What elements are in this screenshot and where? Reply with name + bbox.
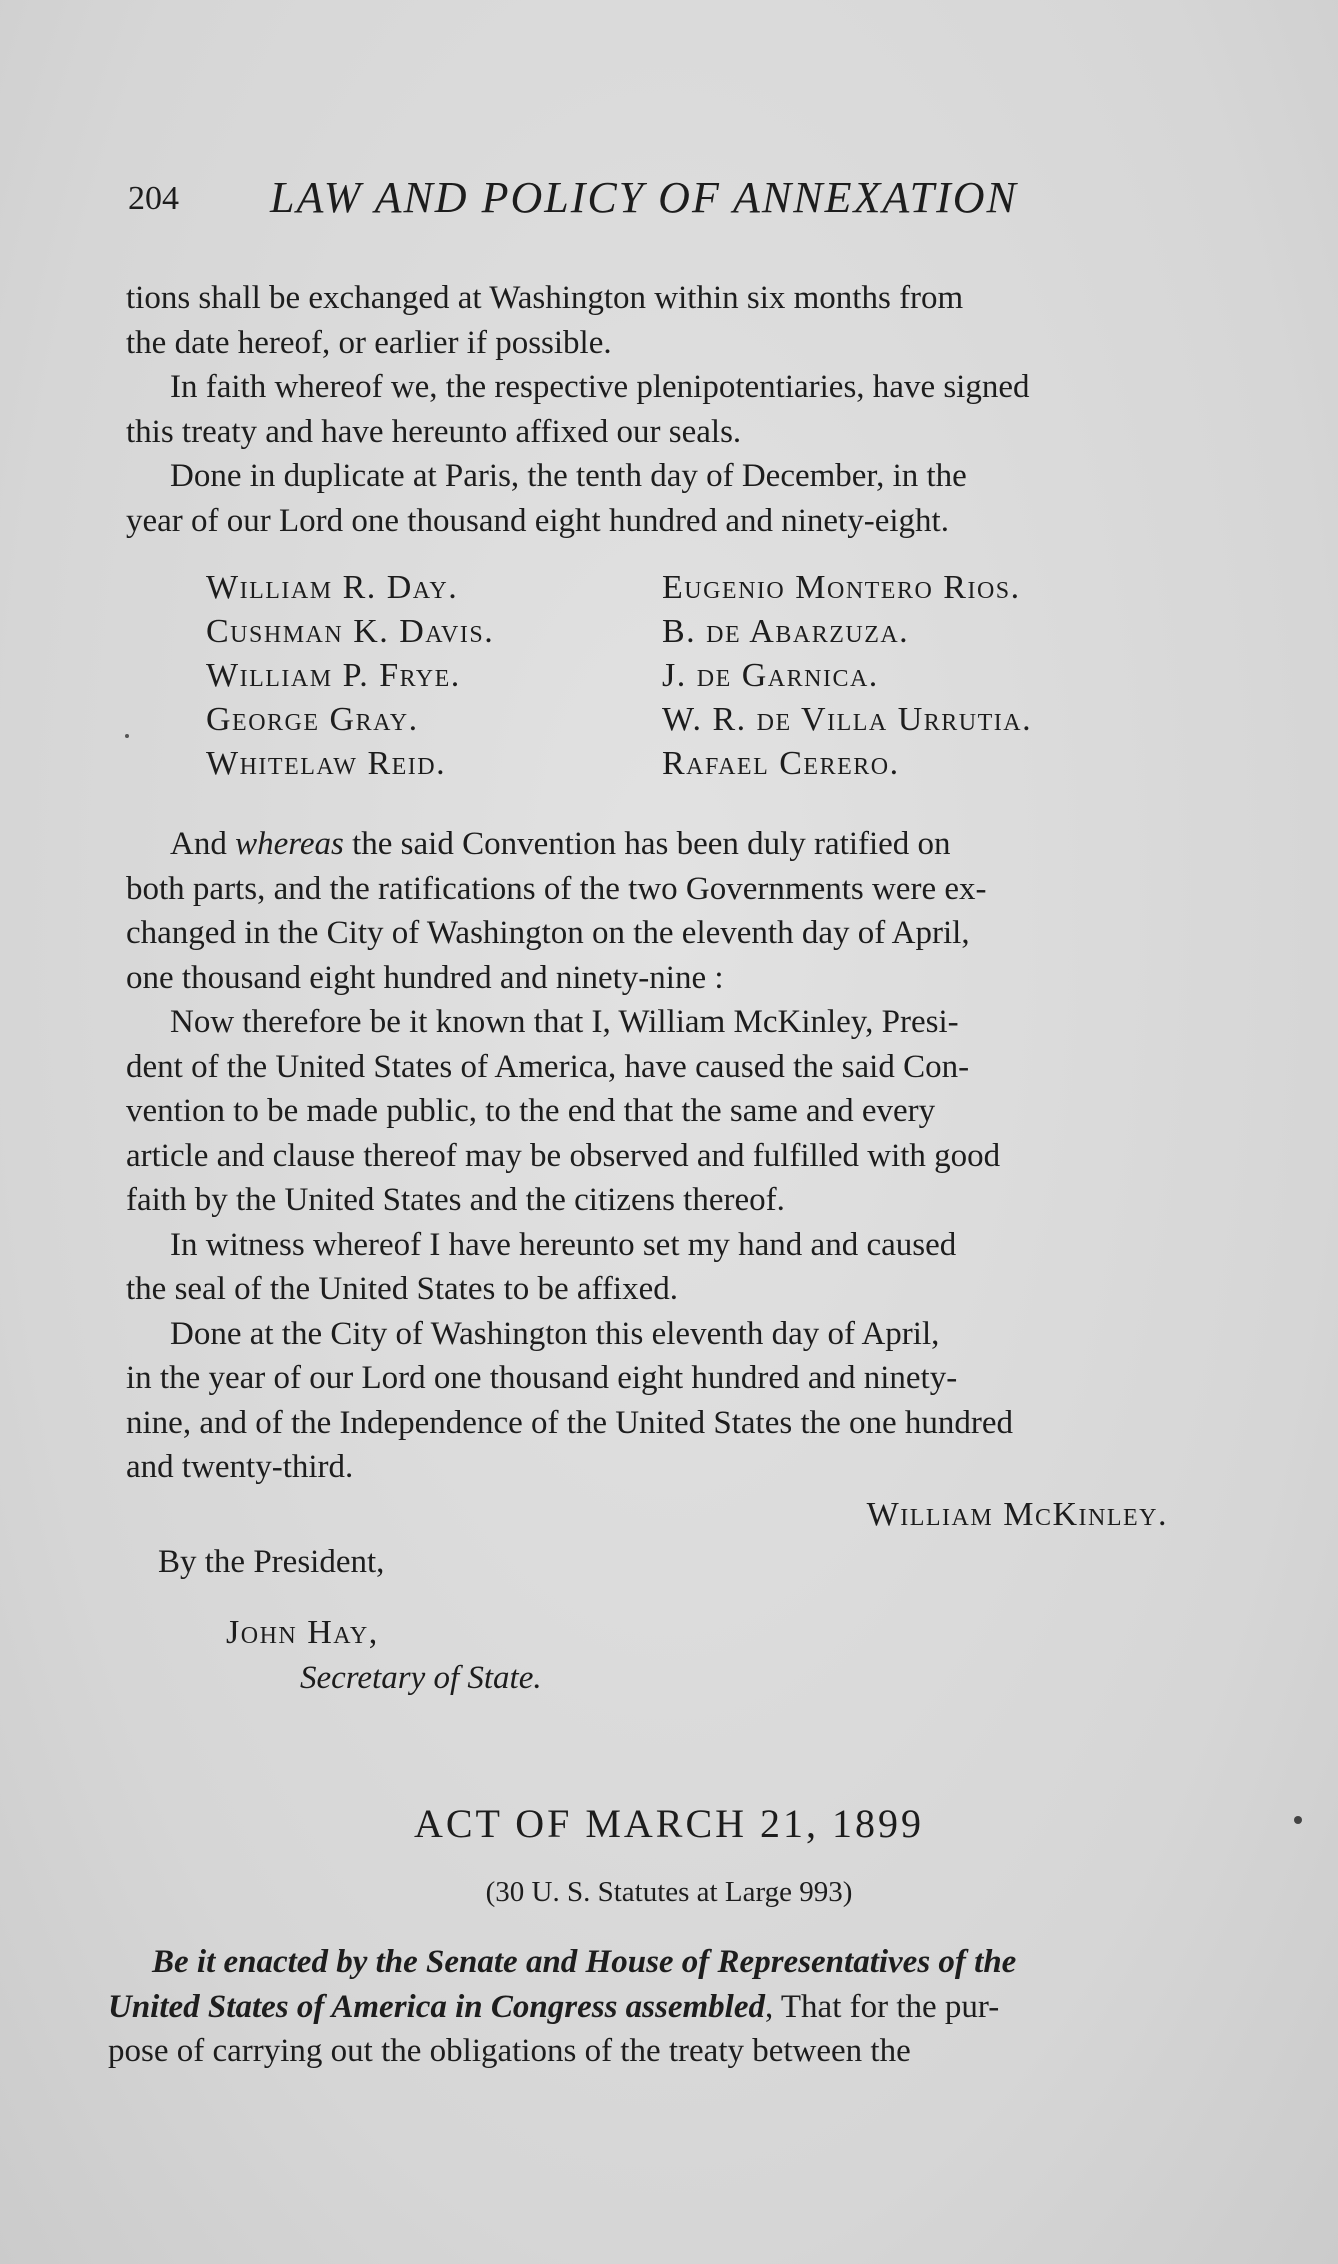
text-line: And whereas the said Convention has been duly ratified on (170, 826, 951, 862)
signatory-name: Eugenio Montero Rios. (662, 569, 1021, 606)
text-line: Done in duplicate at Paris, the tenth day of December, in the (170, 458, 967, 494)
text-line: in the year of our Lord one thousand eight hundred and ninety- (126, 1360, 958, 1396)
act-heading: ACT OF MARCH 21, 1899 (413, 1801, 925, 1846)
proclamation-text (126, 822, 1230, 1490)
signatory-name: B. de Abarzuza. (662, 613, 910, 650)
signatory-name: W. R. de Villa Urrutia. (662, 701, 1033, 738)
text-line: Be it enacted by the Senate and House of Representatives of the (152, 1944, 1017, 1980)
text-line: pose of carrying out the obligations of the treaty between the (108, 2033, 911, 2069)
page-header (128, 172, 1228, 232)
scan-speck (1294, 1816, 1302, 1824)
page-number: 204 (128, 180, 179, 217)
enacting-clause (108, 1940, 1208, 2074)
secretary-name: John Hay, (226, 1614, 379, 1651)
scan-speck (125, 734, 129, 738)
secretary-title: Secretary of State. (300, 1660, 542, 1696)
text-line: faith by the United States and the citizens thereof. (126, 1182, 785, 1218)
signatory-name: Whitelaw Reid. (206, 745, 447, 782)
spanish-signatories (662, 566, 1032, 786)
signatory-name: William P. Frye. (206, 657, 461, 694)
text-line: Done at the City of Washington this eleventh day of April, (170, 1315, 940, 1352)
text-line: In witness whereof I have hereunto set my hand and caused (170, 1226, 957, 1263)
statute-reference: (30 U. S. Statutes at Large 993) (485, 1876, 853, 1908)
text-line: article and clause thereof may be observed and fulfilled with good (126, 1137, 1001, 1174)
by-the-president: By the President, (158, 1544, 385, 1580)
text-line: this treaty and have hereunto affixed our seals. (126, 413, 742, 450)
president-signature: William McKinley. (866, 1496, 1168, 1533)
signatory-name: William R. Day. (206, 569, 459, 606)
treaty-closing-text (126, 276, 1230, 543)
running-title: LAW AND POLICY OF ANNEXATION (270, 173, 1018, 222)
text-line: vention to be made public, to the end that the same and every (126, 1093, 936, 1129)
text-line: In faith whereof we, the respective plenipotentiaries, have signed (170, 369, 1030, 405)
text-line: and twenty-third. (126, 1449, 354, 1485)
signatory-name: Cushman K. Davis. (206, 613, 495, 650)
text-line: one thousand eight hundred and ninety-nine : (126, 959, 724, 996)
text-line: changed in the City of Washington on the eleventh day of April, (126, 915, 970, 951)
text-line: year of our Lord one thousand eight hundred and ninety-eight. (126, 502, 949, 539)
text-line: tions shall be exchanged at Washington within six months from (126, 280, 964, 316)
text-line: nine, and of the Independence of the United States the one hundred (126, 1404, 1014, 1441)
text-line: United States of America in Congress assembled, That for the pur- (108, 1988, 1000, 2025)
text-line: both parts, and the ratifications of the two Governments were ex- (126, 870, 987, 907)
whereas-word: whereas (235, 826, 344, 862)
signatory-name: Rafael Cerero. (662, 745, 900, 782)
signatory-name: J. de Garnica. (662, 657, 879, 694)
text-line: dent of the United States of America, have caused the said Con- (126, 1048, 970, 1085)
american-signatories (206, 566, 494, 786)
text-line: the seal of the United States to be affixed. (126, 1271, 678, 1307)
text-line: the date hereof, or earlier if possible. (126, 324, 612, 361)
signatory-name: George Gray. (206, 701, 419, 738)
text-line: Now therefore be it known that I, William McKinley, Presi- (170, 1004, 959, 1040)
